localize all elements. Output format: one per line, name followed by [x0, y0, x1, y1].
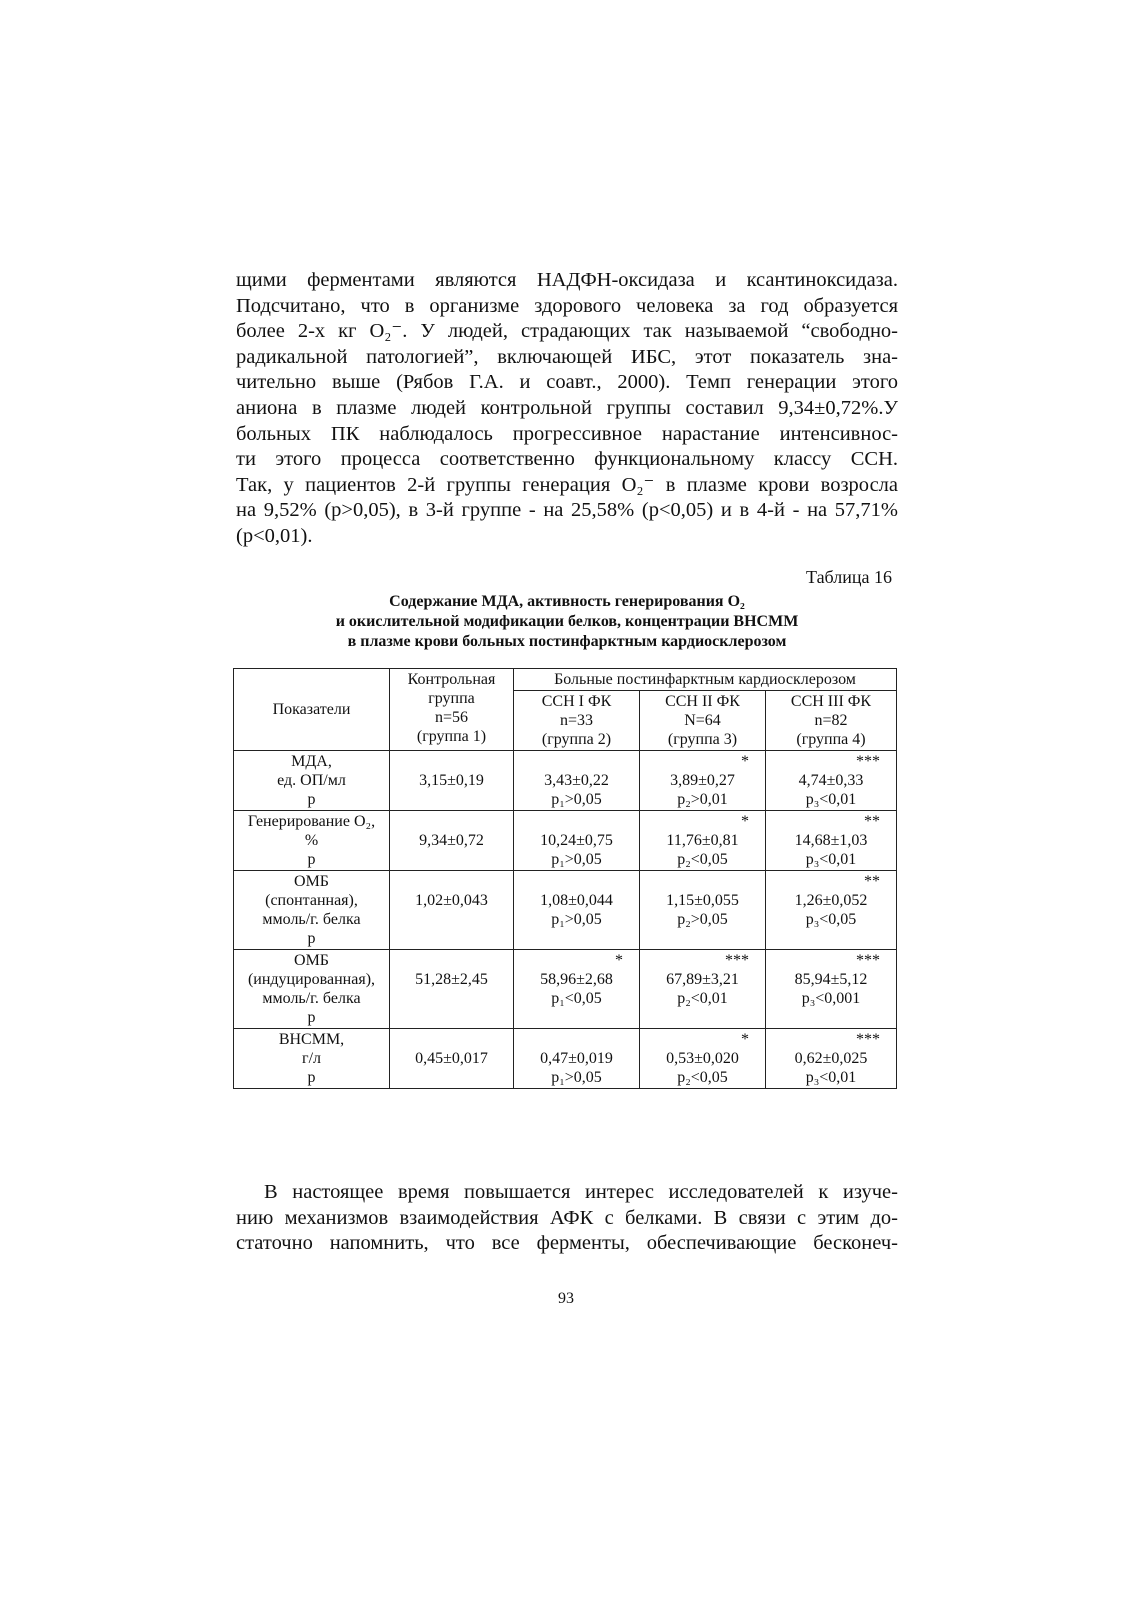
paragraph-1 — [236, 268, 898, 550]
text-line: ти этого процесса соответственно функциональному классу ССН. — [236, 448, 898, 471]
header-group-3: ССН II ФК N=64 (группа 3) — [640, 691, 766, 751]
group-3-cell: * 3,89±0,27 p₂>0,01 — [640, 751, 766, 811]
group-3-cell: * 0,53±0,020 p₂<0,05 — [640, 1029, 766, 1089]
row-label: Генерирование O₂, % р — [234, 811, 390, 871]
table-row — [234, 811, 897, 871]
group-3-cell: * 11,76±0,81 p₂<0,05 — [640, 811, 766, 871]
group-2-cell: 0,47±0,019 p₁>0,05 — [514, 1029, 640, 1089]
group-4-cell: *** 0,62±0,025 p₃<0,01 — [766, 1029, 897, 1089]
text-line: нию механизмов взаимодействия АФК с белками. В связи с этим до- — [236, 1206, 898, 1229]
group-4-cell: *** 85,94±5,12 p₃<0,001 — [766, 950, 897, 1029]
text-line: больных ПК наблюдалось прогрессивное нарастание интенсивнос- — [236, 422, 898, 445]
table-row — [234, 751, 897, 811]
table-row — [234, 871, 897, 950]
text-line: более 2-х кг O₂⁻. У людей, страдающих так называемой “свободно- — [236, 320, 898, 343]
caption-line: Содержание МДА, активность генерирования O₂ — [389, 593, 745, 610]
table-row — [234, 950, 897, 1029]
header-control: Контрольная группа n=56 (группа 1) — [390, 669, 514, 751]
control-cell: 1,02±0,043 — [390, 871, 514, 950]
caption-line: в плазме крови больных постинфарктным кардиосклерозом — [347, 633, 787, 650]
paragraph-2 — [236, 1180, 898, 1257]
table-row — [234, 1029, 897, 1089]
text-line: радикальной патологией”, включающей ИБС, этот показатель зна- — [236, 345, 898, 368]
caption-line: и окислительной модификации белков, концентрации ВНСММ — [335, 613, 799, 630]
text-line: на 9,52% (p>0,05), в 3-й группе - на 25,58% (p<0,05) и в 4-й - на 57,71% — [236, 499, 898, 522]
control-cell: 9,34±0,72 — [390, 811, 514, 871]
table-caption — [236, 592, 898, 652]
text-line: Подсчитано, что в организме здорового человека за год образуется — [236, 294, 898, 317]
group-4-cell: ** 14,68±1,03 p₃<0,01 — [766, 811, 897, 871]
row-label: ВНСММ, г/л р — [234, 1029, 390, 1089]
header-patients: Больные постинфарктным кардиосклерозом — [514, 669, 897, 691]
control-cell: 3,15±0,19 — [390, 751, 514, 811]
text-line: аниона в плазме людей контрольной группы составил 9,34±0,72%.У — [236, 396, 898, 419]
text-line: чительно выше (Рябов Г.А. и соавт., 2000). Темп генерации этого — [236, 371, 898, 394]
row-label: ОМБ (спонтанная), ммоль/г. белка р — [234, 871, 390, 950]
group-2-cell: 3,43±0,22 p₁>0,05 — [514, 751, 640, 811]
table-label: Таблица 16 — [806, 567, 892, 587]
control-cell: 0,45±0,017 — [390, 1029, 514, 1089]
group-2-cell: * 58,96±2,68 p₁<0,05 — [514, 950, 640, 1029]
text-line: щими ферментами являются НАДФН-оксидаза и ксантиноксидаза. — [236, 269, 898, 291]
group-4-cell: ** 1,26±0,052 p₃<0,05 — [766, 871, 897, 950]
data-table — [233, 668, 897, 1089]
group-3-cell: *** 67,89±3,21 p₂<0,01 — [640, 950, 766, 1029]
group-4-cell: *** 4,74±0,33 p₃<0,01 — [766, 751, 897, 811]
control-cell: 51,28±2,45 — [390, 950, 514, 1029]
header-group-2: ССН I ФК n=33 (группа 2) — [514, 691, 640, 751]
group-2-cell: 10,24±0,75 p₁>0,05 — [514, 811, 640, 871]
header-group-4: ССН III ФК n=82 (группа 4) — [766, 691, 897, 751]
page-number: 93 — [558, 1290, 574, 1307]
text-line: В настоящее время повышается интерес исследователей к изуче- — [264, 1181, 898, 1203]
row-label: МДА, ед. ОП/мл р — [234, 751, 390, 811]
text-line: Так, у пациентов 2-й группы генерация O₂⁻ в плазме крови возросла — [236, 473, 898, 496]
group-2-cell: 1,08±0,044 p₁>0,05 — [514, 871, 640, 950]
text-line: (p<0,01). — [236, 524, 313, 547]
row-label: ОМБ (индуцированная), ммоль/г. белка р — [234, 950, 390, 1029]
group-3-cell: 1,15±0,055 p₂>0,05 — [640, 871, 766, 950]
text-line: статочно напомнить, что все ферменты, обеспечивающие бесконеч- — [236, 1232, 898, 1255]
table-header-row — [234, 669, 897, 691]
header-indicators: Показатели — [234, 669, 390, 751]
